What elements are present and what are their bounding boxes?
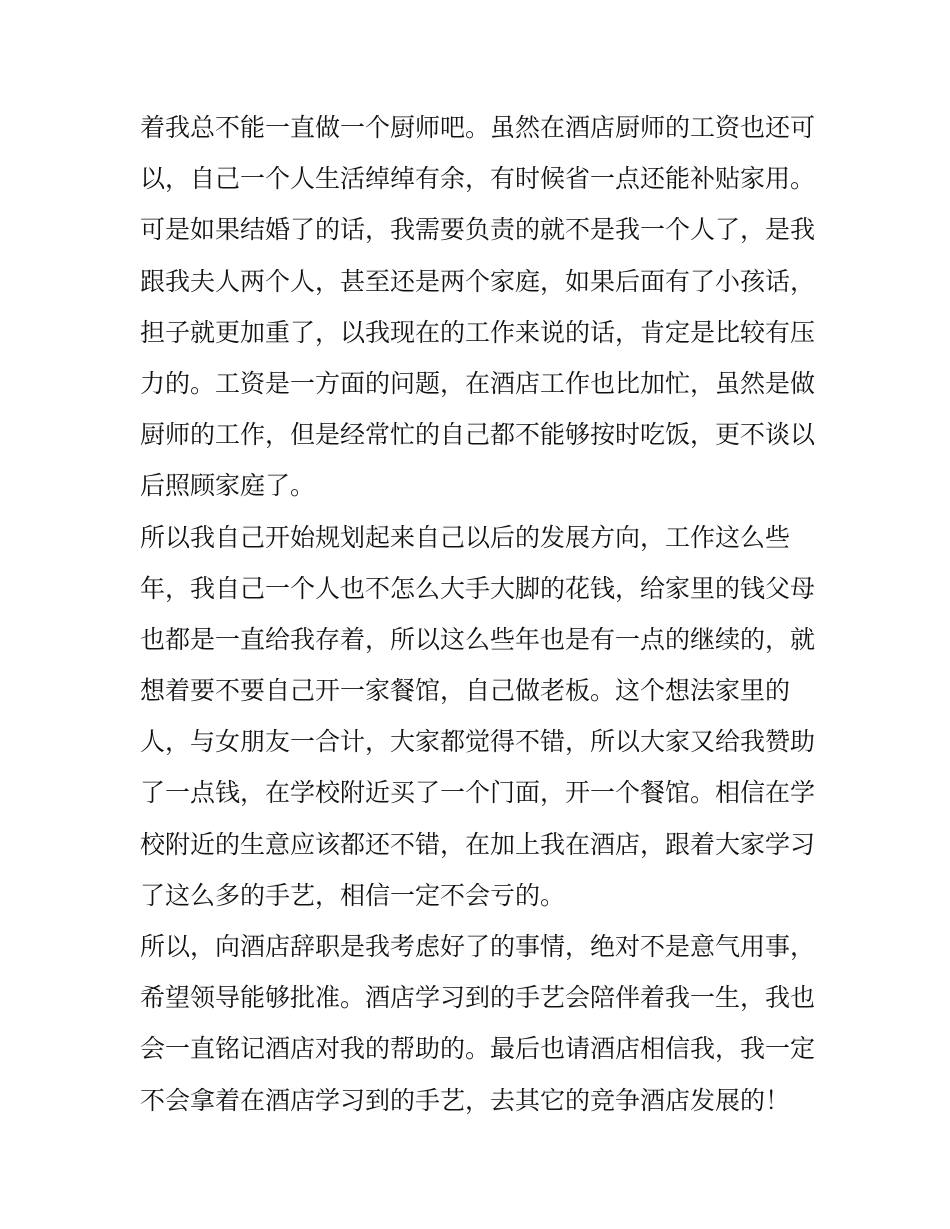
text-line: 校附近的生意应该都还不错，在加上我在酒店，跟着大家学习 [140, 829, 816, 859]
text-line: 厨师的工作，但是经常忙的自己都不能够按时吃饭，更不谈以 [140, 420, 816, 450]
text-line: 想着要不要自己开一家餐馆，自己做老板。这个想法家里的 [140, 676, 791, 706]
text-line: 希望领导能够批准。酒店学习到的手艺会陪伴着我一生，我也 [140, 983, 816, 1013]
text-line: 可是如果结婚了的话，我需要负责的就不是我一个人了，是我 [140, 215, 816, 245]
text-line: 力的。工资是一方面的问题，在酒店工作也比加忙，虽然是做 [140, 368, 816, 398]
text-line: 了一点钱，在学校附近买了一个门面，开一个餐馆。相信在学 [140, 778, 816, 808]
body-text [140, 102, 820, 1126]
text-line: 所以我自己开始规划起来自己以后的发展方向，工作这么些 [140, 522, 791, 552]
text-line: 会一直铭记酒店对我的帮助的。最后也请酒店相信我，我一定 [140, 1034, 816, 1064]
text-line: 担子就更加重了，以我现在的工作来说的话，肯定是比较有压 [140, 317, 816, 347]
text-line: 了这么多的手艺，相信一定不会亏的。 [140, 880, 566, 910]
text-line: 跟我夫人两个人，甚至还是两个家庭，如果后面有了小孩话， [140, 266, 816, 296]
text-line: 年，我自己一个人也不怎么大手大脚的花钱，给家里的钱父母 [140, 573, 816, 603]
text-line: 不会拿着在酒店学习到的手艺，去其它的竞争酒店发展的！ [140, 1085, 791, 1115]
text-line: 也都是一直给我存着，所以这么些年也是有一点的继续的，就 [140, 624, 816, 654]
text-line: 以，自己一个人生活绰绰有余，有时候省一点还能补贴家用。 [140, 164, 816, 194]
text-line: 人，与女朋友一合计，大家都觉得不错，所以大家又给我赞助 [140, 727, 816, 757]
text-line: 着我总不能一直做一个厨师吧。虽然在酒店厨师的工资也还可 [140, 113, 816, 142]
text-line: 后照顾家庭了。 [140, 471, 316, 501]
text-line: 所以，向酒店辞职是我考虑好了的事情，绝对不是意气用事， [140, 932, 816, 961]
